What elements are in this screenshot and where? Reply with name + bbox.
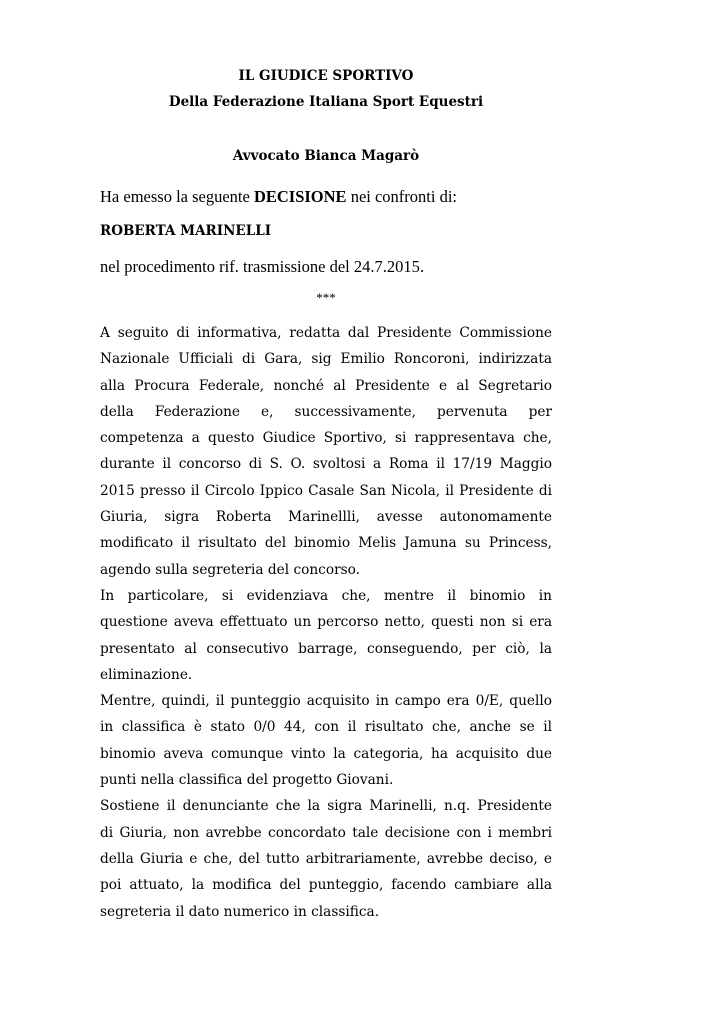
body-line: binomio aveva comunque vinto la categoria, ha acquisito due [100,745,552,762]
body-line: della Federazione e, successivamente, pervenuta per [100,403,552,420]
body-line: della Giuria e che, del tutto arbitrariamente, avrebbe deciso, e [100,850,552,867]
header-title: IL GIUDICE SPORTIVO [238,68,414,84]
body-line: eliminazione. [100,666,193,683]
body-line: Nazionale Ufficiali di Gara, sig Emilio Roncoroni, indirizzata [100,351,552,368]
body-line: durante il concorso di S. O. svoltosi a Roma il 17/19 Maggio [100,456,552,473]
body-line: modificato il risultato del binomio Melis Jamuna su Princess, [100,535,552,552]
body-line: Sostiene il denunciante che la sigra Marinelli, n.q. Presidente [100,798,552,815]
body-line: questione aveva effettuato un percorso netto, questi non si era [100,614,552,631]
body-line: poi attuato, la modifica del punteggio, facendo cambiare alla [100,877,552,894]
decision-intro [100,186,457,208]
body-line: 2015 presso il Circolo Ippico Casale San Nicola, il Presidente di [100,482,552,499]
body-line: alla Procura Federale, nonché al Presidente e al Segretario [100,377,552,394]
body-line: A seguito di informativa, redatta dal Presidente Commissione [100,325,552,341]
body-line: Giuria, sigra Roberta Marinellli, avesse autonomamente [100,509,552,526]
body-line: in classifica è stato 0/0 44, con il risultato che, anche se il [100,719,552,736]
intro-prefix: Ha emesso la seguente [100,187,254,206]
section-separator: *** [316,290,336,305]
body-line: In particolare, si evidenziava che, mentre il binomio in [100,587,552,604]
subject-name: ROBERTA MARINELLI [100,223,272,239]
body-line: Mentre, quindi, il punteggio acquisito in campo era 0/E, quello [100,693,552,710]
header-judge-name: Avvocato Bianca Magarò [232,148,420,164]
body-line: segreteria il dato numerico in classifica. [100,903,380,920]
intro-decision-word: DECISIONE [253,187,347,206]
body-line: presentato al consecutivo barrage, conseguendo, per ciò, la [100,640,552,657]
body-line: agendo sulla segreteria del concorso. [100,561,360,578]
decision-body [100,322,552,927]
body-line: competenza a questo Giudice Sportivo, si rappresentava che, [100,430,552,447]
procedure-reference: nel procedimento rif. trasmissione del 24.7.2015. [100,257,424,276]
intro-suffix: nei confronti di: [346,187,458,206]
body-line: punti nella classifica del progetto Giovani. [100,772,394,789]
header-federation: Della Federazione Italiana Sport Equestri [168,94,484,110]
body-line: di Giuria, non avrebbe concordato tale decisione con i membri [100,824,552,841]
